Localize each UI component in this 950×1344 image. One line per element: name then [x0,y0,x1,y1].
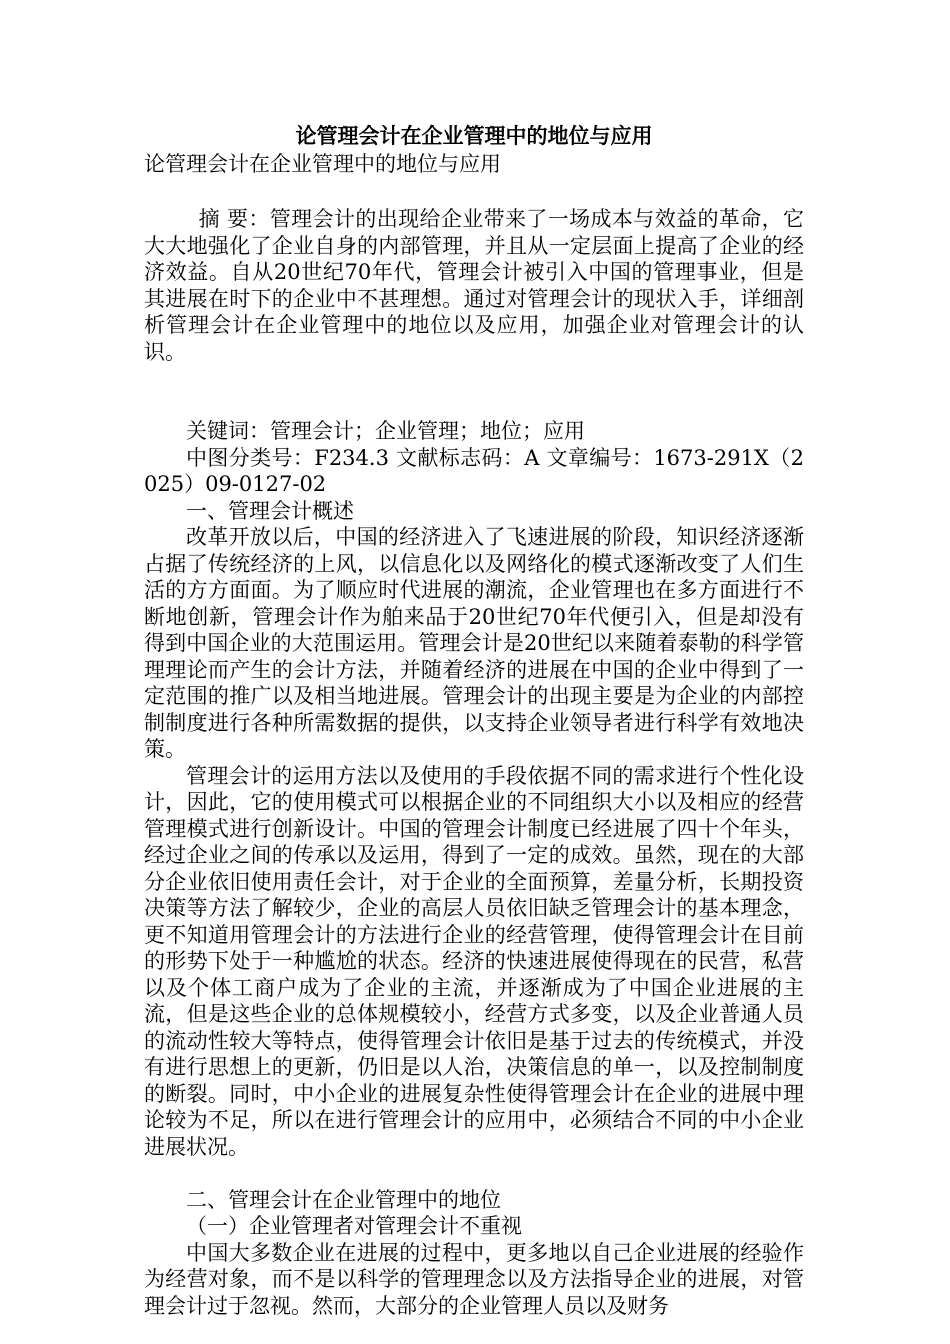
spacer [144,392,804,419]
spacer [144,365,804,392]
document-body [144,122,804,1319]
body-paragraph: 改革开放以后，中国的经济进入了飞速进展的阶段，知识经济逐渐占据了传统经济的上风，以信息化以及网络化的模式逐渐改变了人们生活的方方面面。为了顺应时代进展的潮流，企业管理也在多方面进行不断地创新，管理会计作为舶来品于20世纪70年代便引入，但是却没有得到中国企业的大范围运用。管理会计是20世纪以来随着泰勒的科学管理理论而产生的会计方法，并随着经济的进展在中国的企业中得到了一定范围的推广以及相当地进展。管理会计的出现主要是为企业的内部控制制度进行各种所需数据的提供，以支持企业领导者进行科学有效地决策。 [144,525,804,761]
document-subtitle: 论管理会计在企业管理中的地位与应用 [144,152,501,176]
keywords-line: 关键词：管理会计；企业管理；地位；应用 [186,419,585,443]
classification-line: 中图分类号：F234.3 文献标志码：A 文章编号：1673-291X（2025）09-0127-02 [144,445,804,496]
section-heading: 二、管理会计在企业管理中的地位 [186,1187,501,1212]
body-paragraph: 中国大多数企业在进展的过程中，更多地以自己企业进展的经验作为经营对象，而不是以科学的管理理念以及方法指导企业的进展，对管理会计过于忽视。然而，大部分的企业管理人员以及财务 [144,1240,804,1318]
subsection-heading: （一）企业管理者对管理会计不重视 [186,1214,522,1238]
spacer [144,1160,804,1187]
section-heading: 一、管理会计概述 [186,498,354,523]
abstract-paragraph: 摘 要：管理会计的出现给企业带来了一场成本与效益的革命，它大大地强化了企业自身的内部管理，并且从一定层面上提高了企业的经济效益。自从20世纪70年代，管理会计被引入中国的管理事业，但是其进展在时下的企业中不甚理想。通过对管理会计的现状入手，详细剖析管理会计在企业管理中的地位以及应用，加强企业对管理会计的认识。 [144,207,804,364]
document-title: 论管理会计在企业管理中的地位与应用 [295,123,653,148]
spacer [144,178,804,206]
body-paragraph: 管理会计的运用方法以及使用的手段依据不同的需求进行个性化设计，因此，它的使用模式可以根据企业的不同组织大小以及相应的经营管理模式进行创新设计。中国的管理会计制度已经进展了四十个年头，经过企业之间的传承以及运用，得到了一定的成效。虽然，现在的大部分企业依旧使用责任会计，对于企业的全面预算，差量分析，长期投资决策等方法了解较少，企业的高层人员依旧缺乏管理会计的基本理念，更不知道用管理会计的方法进行企业的经营管理，使得管理会计在目前的形势下处于一种尴尬的状态。经济的快速进展使得现在的民营，私营以及个体工商户成为了企业的主流，并逐渐成为了中国企业进展的主流，但是这些企业的总体规模较小，经营方式多变，以及企业普通人员的流动性较大等特点，使得管理会计依旧是基于过去的传统模式，并没有进行思想上的更新，仍旧是以人治，决策信息的单一，以及控制制度的断裂。同时，中小企业的进展复杂性使得管理会计在企业的进展中理论较为不足，所以在进行管理会计的应用中，必须结合不同的中小企业进展状况。 [144,763,804,1159]
